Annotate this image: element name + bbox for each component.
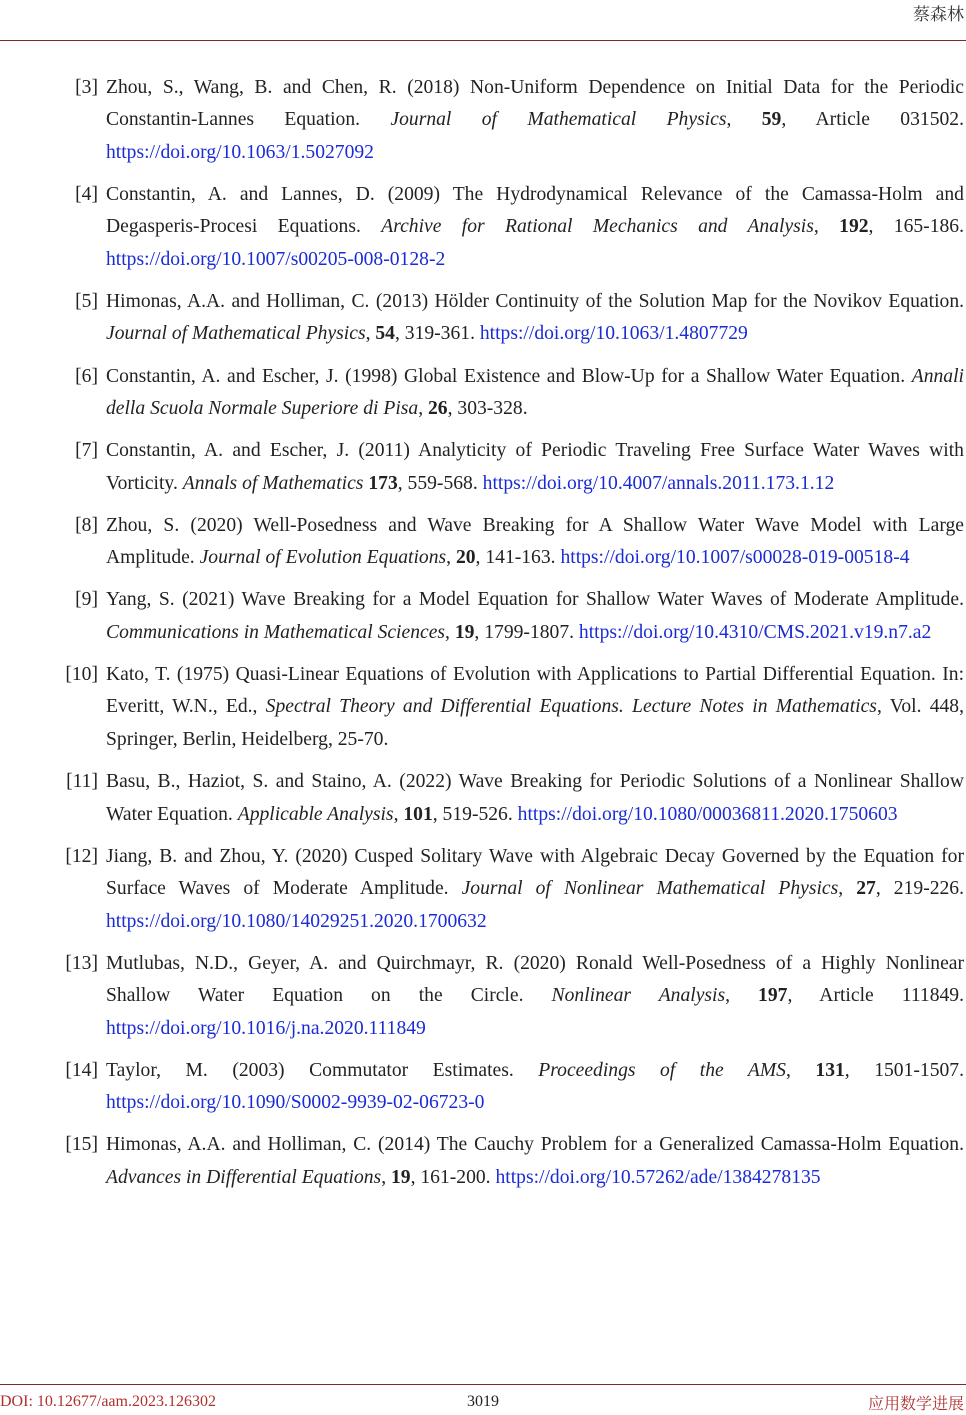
reference-doi-link[interactable]: https://doi.org/10.4007/annals.2011.173.1.12 [482, 472, 835, 494]
reference-pages: , Article 031502. [781, 109, 964, 131]
reference-year: (2013) [375, 291, 435, 313]
reference-journal: Nonlinear Analysis [551, 985, 726, 1007]
reference-pages: , 219-226. [875, 878, 965, 900]
reference-title: Commutator Estimates. [309, 1059, 539, 1081]
reference-separator: , [418, 398, 428, 420]
reference-doi-link[interactable]: https://doi.org/10.4310/CMS.2021.v19.n7.a2 [578, 621, 932, 643]
reference-doi-link[interactable]: https://doi.org/10.1080/14029251.2020.1700632 [106, 910, 487, 932]
reference-number: [14] [65, 1059, 98, 1081]
reference-journal: Journal of Mathematical Physics [390, 109, 727, 131]
reference-title: Wave Breaking for Periodic Solutions of a Nonlinear Shallow Water Equation. [106, 771, 964, 825]
reference-title: Quasi-Linear Equations of Evolution with Applications to Partial Differential Equation. In: Everitt, W.N., Ed., [106, 664, 965, 718]
reference-number: [9] [75, 589, 98, 611]
reference-separator: , [725, 985, 759, 1007]
reference-journal: Advances in Differential Equations [106, 1166, 382, 1188]
reference-year: (2018) [407, 77, 470, 98]
reference-item-6 [0, 361, 966, 426]
reference-number: [5] [75, 291, 98, 313]
reference-number: [10] [65, 664, 98, 686]
reference-list [0, 72, 966, 1204]
reference-pages: , 165-186. [868, 216, 964, 238]
reference-title: Wave Breaking for a Model Equation for Shallow Water Waves of Moderate Amplitude. [241, 589, 964, 611]
page-number: 3019 [467, 1393, 499, 1410]
footer-doi: DOI: 10.12677/aam.2023.126302 [0, 1393, 216, 1410]
reference-item-3 [0, 72, 966, 169]
reference-volume: 19 [454, 621, 475, 643]
reference-year: (2014) [378, 1134, 437, 1156]
reference-separator: , [446, 547, 456, 569]
reference-journal: Applicable Analysis [237, 803, 394, 825]
reference-number: [3] [75, 77, 98, 98]
reference-title: Analyticity of Periodic Traveling Free Surface Water Waves with Vorticity. [106, 440, 964, 494]
reference-separator: , [726, 109, 762, 131]
reference-pages: , 319-361. [394, 323, 480, 345]
reference-number: [11] [66, 771, 98, 793]
reference-authors: Jiang, B. and Zhou, Y. [106, 845, 296, 867]
reference-doi-link[interactable]: https://doi.org/10.1090/S0002-9939-02-06723-0 [106, 1092, 485, 1114]
reference-authors: Basu, B., Haziot, S. and Staino, A. [106, 771, 400, 793]
reference-authors: Himonas, A.A. and Holliman, C. [106, 291, 376, 313]
reference-pages: , 559-568. [397, 472, 483, 494]
reference-volume: 59 [761, 109, 782, 131]
reference-journal: Annals of Mathematics [182, 472, 364, 494]
reference-item-5 [0, 286, 966, 351]
reference-separator: , [785, 1059, 816, 1081]
reference-pages: , 519-526. [432, 803, 518, 825]
reference-volume: 192 [839, 216, 869, 238]
reference-doi-link[interactable]: https://doi.org/10.1080/00036811.2020.1750603 [517, 803, 898, 825]
reference-pages: , 141-163. [475, 547, 561, 569]
reference-separator: , [445, 621, 455, 643]
reference-doi-link[interactable]: https://doi.org/10.1007/s00205-008-0128-2 [106, 248, 446, 270]
reference-pages: , 161-200. [410, 1166, 496, 1188]
reference-number: [7] [75, 440, 98, 462]
reference-pages: , 1501-1507. [844, 1059, 964, 1081]
reference-doi-link[interactable]: https://doi.org/10.57262/ade/1384278135 [495, 1166, 821, 1188]
reference-volume: 54 [375, 323, 395, 345]
reference-authors: Constantin, A. and Escher, J. [106, 440, 359, 462]
reference-year: (2020) [513, 952, 576, 974]
reference-number: [15] [65, 1134, 98, 1156]
reference-number: [8] [75, 514, 98, 536]
reference-pages: , 1799-1807. [474, 621, 579, 643]
reference-item-11 [0, 766, 966, 831]
reference-authors: Yang, S. [106, 589, 183, 611]
reference-authors: Himonas, A.A. and Holliman, C. [106, 1134, 379, 1156]
reference-item-14 [0, 1055, 966, 1120]
reference-title: Hölder Continuity of the Solution Map for the Novikov Equation. [434, 291, 965, 313]
reference-authors: Constantin, A. and Escher, J. [106, 365, 346, 387]
reference-year: (1998) [345, 365, 405, 387]
reference-pages: , Vol. 448, Springer, Berlin, Heidelberg, 25-70. [106, 696, 964, 750]
reference-item-13 [0, 948, 966, 1045]
reference-doi-link[interactable]: https://doi.org/10.1016/j.na.2020.111849 [106, 1017, 426, 1039]
reference-authors: Mutlubas, N.D., Geyer, A. and Quirchmayr, R. [106, 952, 514, 974]
reference-year: (2020) [190, 514, 254, 536]
reference-year: (2022) [399, 771, 459, 793]
reference-item-12 [0, 841, 966, 938]
reference-authors: Kato, T. [106, 664, 177, 686]
reference-title: Well-Posedness and Wave Breaking for A Shallow Water Wave Model with Large Amplitude. [106, 514, 964, 569]
reference-title: Global Existence and Blow-Up for a Shallow Water Equation. [404, 365, 912, 387]
reference-volume: 27 [856, 878, 876, 900]
reference-separator: , [365, 323, 376, 345]
reference-journal: Annali della Scuola Normale Superiore di Pisa [106, 365, 964, 420]
footer-journal-name: 应用数学进展 [867, 1394, 964, 1413]
reference-journal: Journal of Mathematical Physics [106, 323, 366, 345]
reference-journal: Communications in Mathematical Sciences [106, 621, 446, 643]
reference-journal: Spectral Theory and Differential Equations. Lecture Notes in Mathematics [265, 696, 877, 718]
reference-year: (2011) [358, 440, 419, 462]
reference-volume: 26 [428, 398, 448, 420]
reference-title: Non-Uniform Dependence on Initial Data for the Periodic Constantin-Lannes Equation. [106, 77, 965, 131]
reference-volume: 20 [455, 547, 476, 569]
reference-number: [6] [75, 365, 98, 387]
reference-volume: 197 [758, 985, 788, 1007]
reference-journal: Journal of Evolution Equations [199, 547, 447, 569]
reference-year: (1975) [176, 664, 236, 686]
reference-volume: 173 [368, 472, 398, 494]
reference-title: Ronald Well-Posedness of a Highly Nonlinear Shallow Water Equation on the Circle. [106, 952, 965, 1007]
reference-doi-link[interactable]: https://doi.org/10.1063/1.5027092 [106, 141, 374, 163]
reference-doi-link[interactable]: https://doi.org/10.1007/s00028-019-00518-4 [560, 547, 910, 569]
header-author: 蔡森林 [913, 5, 964, 25]
reference-year: (2021) [182, 589, 242, 611]
reference-title: The Cauchy Problem for a Generalized Camassa-Holm Equation. [436, 1134, 964, 1156]
reference-separator: , [393, 803, 404, 825]
reference-journal: Journal of Nonlinear Mathematical Physics [461, 878, 839, 900]
reference-year: (2003) [232, 1059, 310, 1081]
reference-pages: , Article 111849. [787, 985, 964, 1007]
reference-journal: Proceedings of the AMS [538, 1059, 786, 1081]
reference-number: [12] [65, 845, 98, 867]
reference-authors: Constantin, A. and Lannes, D. [106, 184, 388, 206]
reference-item-4 [0, 179, 966, 276]
reference-authors: Taylor, M. [106, 1059, 233, 1081]
reference-volume: 131 [815, 1059, 845, 1081]
reference-year: (2009) [387, 184, 453, 206]
reference-title: Cusped Solitary Wave with Algebraic Decay Governed by the Equation for Surface Waves of Moderate Amplitude. [106, 845, 965, 900]
reference-pages: , 303-328. [447, 398, 528, 420]
reference-item-7 [0, 435, 966, 500]
reference-number: [4] [75, 184, 98, 206]
reference-doi-link[interactable]: https://doi.org/10.1063/1.4807729 [479, 323, 748, 345]
page-header [0, 0, 966, 41]
reference-volume: 19 [390, 1166, 411, 1188]
reference-separator: , [381, 1166, 391, 1188]
reference-authors: Zhou, S. [106, 514, 191, 536]
reference-title: The Hydrodynamical Relevance of the Camassa-Holm and Degasperis-Procesi Equations. [106, 184, 964, 238]
reference-item-10 [0, 659, 966, 756]
reference-volume: 101 [403, 803, 433, 825]
reference-separator: , [813, 216, 840, 238]
reference-separator: , [838, 878, 857, 900]
reference-item-15 [0, 1129, 966, 1194]
reference-journal: Archive for Rational Mechanics and Analysis [381, 216, 814, 238]
page-footer [0, 1384, 966, 1415]
reference-number: [13] [65, 952, 98, 974]
reference-item-9 [0, 584, 966, 649]
reference-authors: Zhou, S., Wang, B. and Chen, R. [106, 77, 408, 98]
reference-year: (2020) [295, 845, 355, 867]
reference-item-8 [0, 510, 966, 575]
